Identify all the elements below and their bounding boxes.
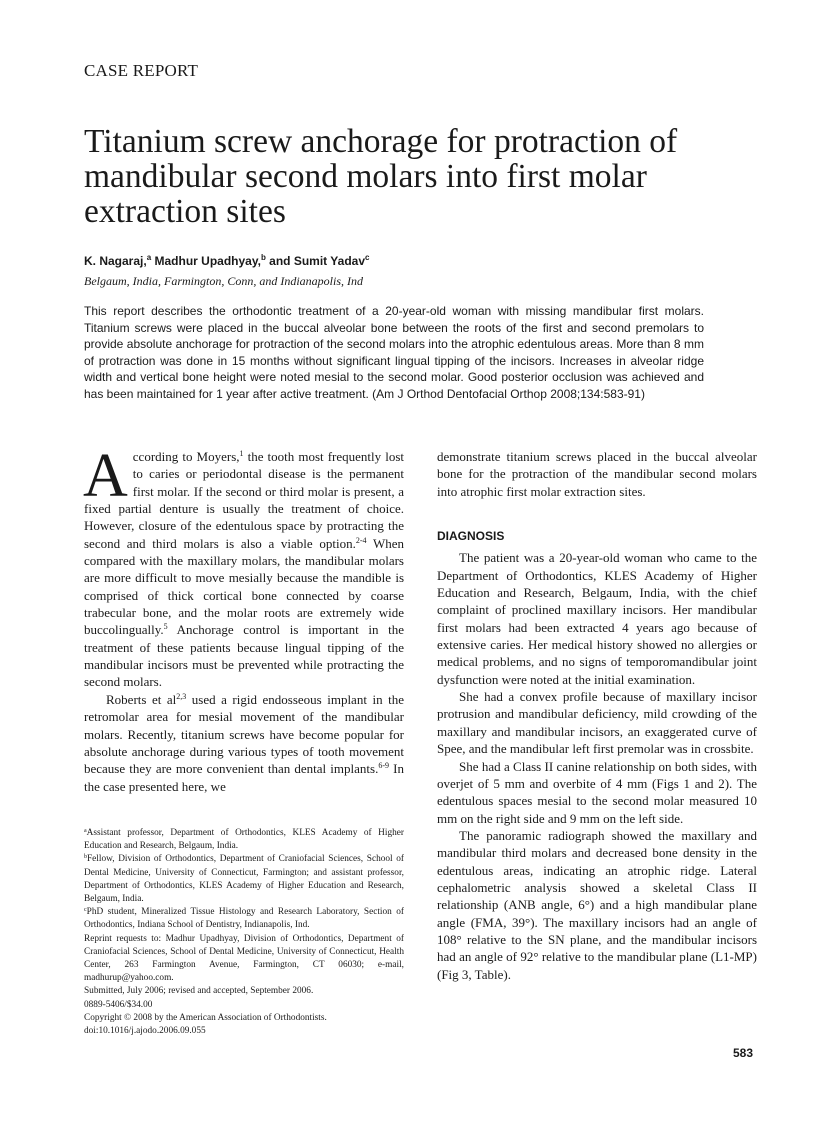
section-label: CASE REPORT [84, 61, 199, 80]
citation-reference: 1 [239, 449, 244, 458]
author-affiliation-mark: b [260, 253, 266, 262]
body-text: In the case presented here, we [84, 761, 404, 794]
author-name: Madhur Upadhyay, [151, 254, 261, 268]
reprint-requests: Reprint requests to: Madhur Upadhyay, Division of Orthodontics, Department of Craniofacial Sciences, School of Dental Medicine, University of Connecticut, Health Center, 263 Farmington Avenue, Farmington, CT 06030; e-mail, madhurup@yahoo.com. [84, 933, 404, 984]
drop-cap: A [83, 442, 128, 510]
abstract: This report describes the orthodontic treatment of a 20-year-old woman with missing mandibular first molars. Titanium screws were placed in the buccal alveolar bone between the roots of the first and second premolars to provide absolute anchorage for protraction of the second molars into the atrophic edentulous areas. More than 8 mm of protraction was done in 15 months without significant lingual tipping of the incisors. Increases in alveolar ridge width and vertical bone height were noted mesial to the second molar. Good posterior occlusion was achieved and has been maintained for 1 year after active treatment. (Am J Orthod Dentofacial Orthop 2008;134:583-91) [84, 304, 704, 401]
copyright: Copyright © 2008 by the American Association of Orthodontists. [84, 1012, 327, 1023]
intro-paragraph-2 [84, 691, 404, 795]
footnote [84, 906, 404, 932]
body-text: ccording to Moyers, [132, 449, 240, 464]
footnote [84, 853, 404, 906]
diagnosis-paragraph: She had a Class II canine relationship on both sides, with overjet of 5 mm and overbite of 4 mm (Figs 1 and 2). The edentulous spaces mesial to the second molar measured 10 mm on the right side and 9 mm on the left side. [437, 758, 757, 826]
footnote-mark: c [84, 907, 87, 914]
body-text: Roberts et al [106, 691, 177, 707]
body-text: demonstrate titanium screws placed in the buccal alveolar bone for the protraction of the mandibular second molars into atrophic first molar extraction sites. [437, 449, 757, 499]
footnotes [84, 827, 404, 1038]
author-list [84, 254, 369, 268]
page-number: 583 [733, 1046, 754, 1060]
diagnosis-paragraph: She had a convex profile because of maxillary incisor protrusion and mandibular deficiency, mild crowding of the maxillary and mandibular incisors, an exaggerated curve of Spee, and the mandibular left first premolar was in crossbite. [437, 689, 757, 757]
body-text: used a rigid endosseous implant in the retromolar area for mesial movement of the mandibular molars. Recently, titanium screws have become popular for absolute anchorage during various types of tooth movement because they are more convenient than dental implants. [84, 691, 404, 777]
issn-price: 0889-5406/$34.00 [84, 999, 153, 1010]
body-text: the tooth most frequently lost to caries or periodontal disease is the permanent first molar. If the second or third molar is present, a fixed partial denture is usually the treatment of choice. However, closure of the edentulous space by protracting the second and third molars is also a viable option. [84, 449, 405, 551]
intro-paragraph-1 [83, 442, 405, 691]
footnote [84, 827, 404, 853]
footnote-text: Fellow, Division of Orthodontics, Department of Craniofacial Sciences, School of Dental Medicine, University of Connecticut, Farmington; and assistant professor, Department of Orthodontics, KLES Academy of Higher Education and Research, Belgaum, India. [84, 854, 404, 905]
article-title: Titanium screw anchorage for protraction of mandibular second molars into first molar extraction sites [84, 123, 678, 230]
citation-reference: 6-9 [378, 761, 390, 771]
footnote-mark: b [84, 854, 87, 861]
footnote-text: PhD student, Mineralized Tissue Histology and Research Laboratory, Section of Orthodontics, Indiana School of Dentistry, Indianapolis, Ind. [84, 907, 404, 931]
body-text: When compared with the maxillary molars, the mandibular molars are more difficult to move mesially because the mandible is comprised of thick cortical bone connected by coarse trabecular bone, and the molar roots are extremely wide buccolingually. [84, 535, 404, 638]
left-column [83, 442, 405, 795]
body-text: Anchorage control is important in the treatment of these patients because lingual tipping of the mandibular incisors must be prevented while protracting the second molars. [84, 622, 404, 690]
affiliations: Belgaum, India, Farmington, Conn, and Indianapolis, Ind [84, 274, 363, 288]
right-column [437, 448, 757, 983]
author-name: K. Nagaraj, [84, 254, 147, 268]
author-affiliation-mark: a [146, 253, 152, 262]
author-affiliation-mark: c [365, 253, 370, 262]
doi: doi:10.1016/j.ajodo.2006.09.055 [84, 1026, 206, 1037]
footnote-mark: a [84, 828, 87, 834]
citation-reference: 5 [163, 622, 168, 632]
footnote-text: Assistant professor, Department of Orthodontics, KLES Academy of Higher Education and Research, Belgaum, India. [84, 828, 404, 852]
diagnosis-paragraph: The patient was a 20-year-old woman who came to the Department of Orthodontics, KLES Academy of Higher Education and Research, Belgaum, India, with the chief complaint of proclined maxillary incisors. Her mandibular first molars had been extracted 4 years ago because of extensive caries. Her medical history showed no allergies or medical problems, and no signs of temporomandibular joint dysfunction were noted at the initial examination. [437, 550, 757, 687]
section-heading-diagnosis: DIAGNOSIS [437, 529, 505, 544]
diagnosis-paragraph: The panoramic radiograph showed the maxillary and mandibular third molars and decreased bone density in the edentulous areas, indicating an atrophic ridge. Lateral cephalometric analysis showed a skeletal Class II relationship (ANB angle, 6°) and a high mandibular plane angle (FMA, 39°). The maxillary incisors had an angle of 108° relative to the SN plane, and the mandibular incisors had an angle of 92° relative to the mandibular plane (L1-MP) (Fig 3, Table). [437, 827, 757, 982]
citation-reference: 2-4 [355, 535, 367, 545]
intro-paragraph-2-continued [437, 448, 757, 500]
author-name: and Sumit Yadav [265, 254, 365, 268]
citation-reference: 2,3 [176, 691, 187, 701]
submission-dates: Submitted, July 2006; revised and accepted, September 2006. [84, 986, 314, 997]
